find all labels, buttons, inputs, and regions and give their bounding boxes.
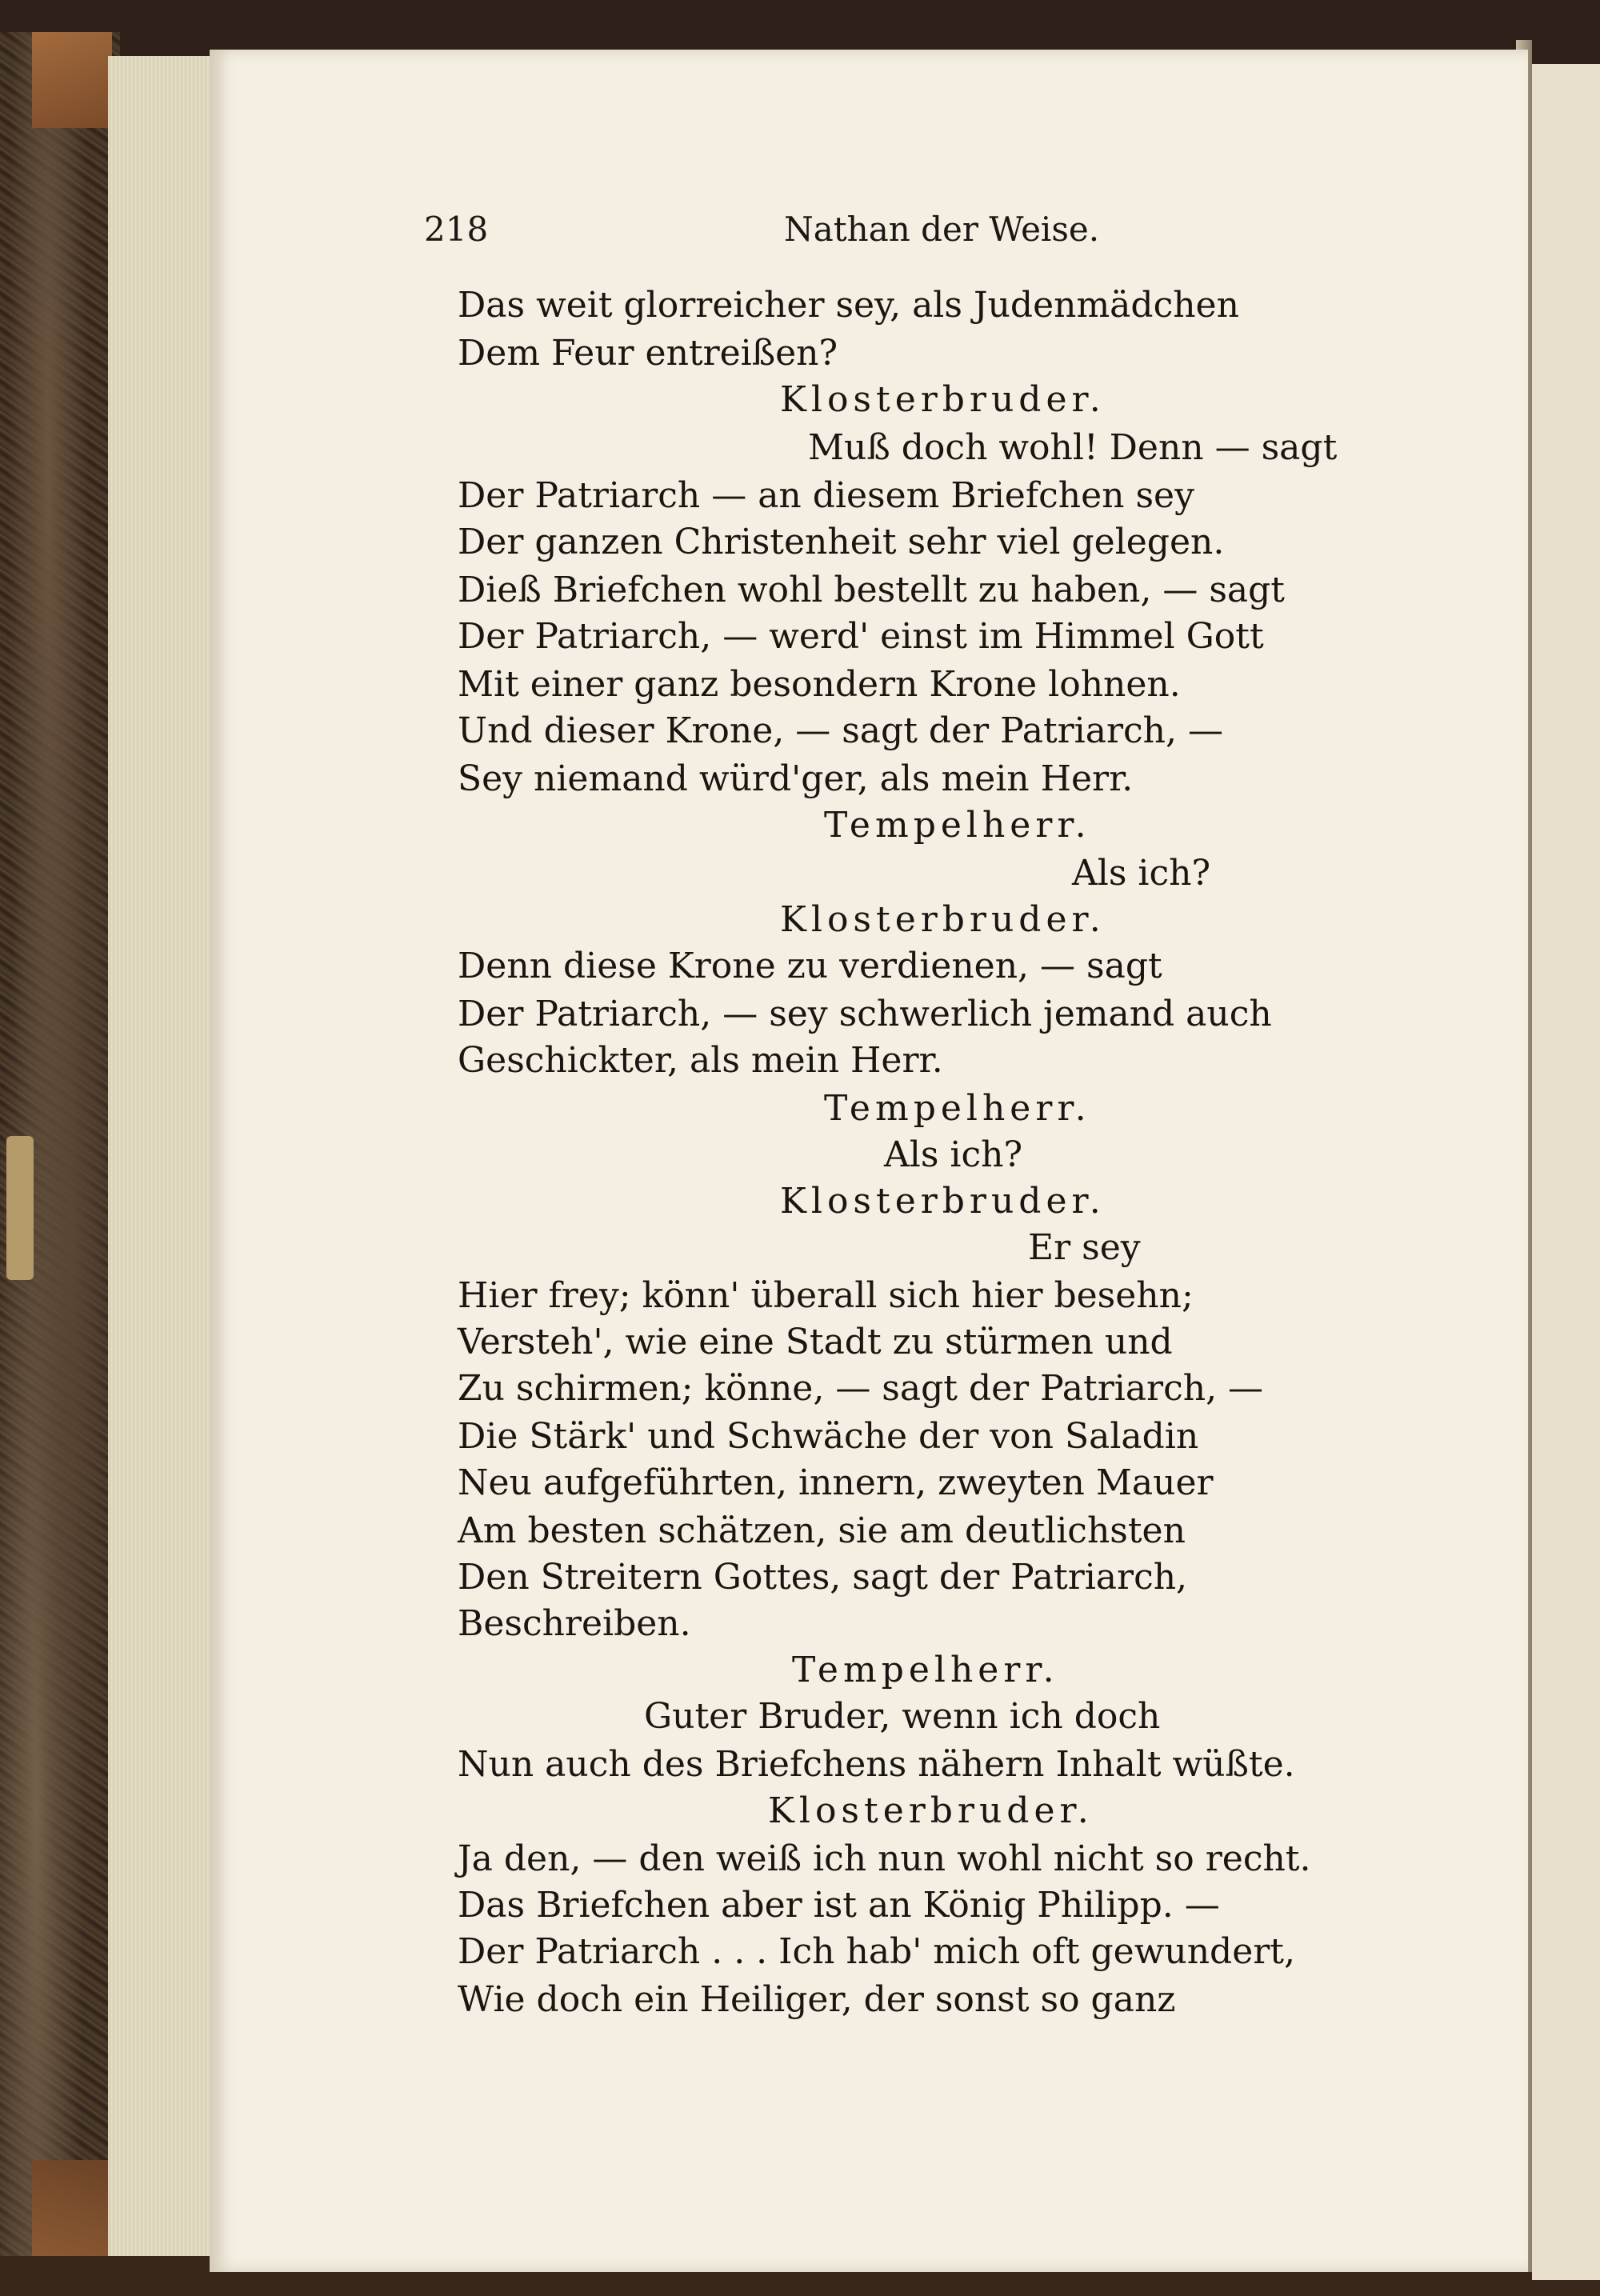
verse-line: Sey niemand würd'ger, als mein Herr.: [458, 758, 1134, 799]
verse-line: Geschickter, als mein Herr.: [458, 1040, 943, 1081]
verse-line: Der ganzen Christenheit sehr viel gelegen.: [458, 522, 1225, 562]
verse-line: Neu aufgeführten, innern, zweyten Mauer: [458, 1462, 1214, 1503]
running-title: Nathan der Weise.: [784, 210, 1100, 249]
leather-corner-bottom: [32, 2160, 120, 2256]
verse-line: Der Patriarch, — sey schwerlich jemand auch: [458, 994, 1272, 1034]
speaker-name: Tempelherr.: [824, 1088, 1091, 1129]
verse-line: Als ich?: [1072, 853, 1211, 894]
verse-line: Zu schirmen; könne, — sagt der Patriarch, —: [458, 1368, 1264, 1409]
verse-line: Als ich?: [884, 1134, 1023, 1175]
verse-line: Mit einer ganz besondern Krone lohnen.: [458, 664, 1181, 705]
speaker-name: Tempelherr.: [824, 805, 1091, 846]
verse-line: Denn diese Krone zu verdienen, — sagt: [458, 946, 1162, 986]
verse-line: Am besten schätzen, sie am deutlichsten: [458, 1510, 1186, 1551]
facing-page-edge: [1532, 64, 1600, 2280]
verse-line: Er sey: [1028, 1227, 1141, 1268]
speaker-name: Klosterbruder.: [780, 1181, 1106, 1222]
verse-line: Wie doch ein Heiliger, der sonst so ganz: [458, 1979, 1176, 2020]
verse-line: Die Stärk' und Schwäche der von Saladin: [458, 1416, 1199, 1457]
page-edges: [108, 56, 212, 2256]
verse-line: Den Streitern Gottes, sagt der Patriarch,: [458, 1557, 1188, 1598]
verse-line: Guter Bruder, wenn ich doch: [644, 1696, 1161, 1737]
verse-line: Das Briefchen aber ist an König Philipp. —: [458, 1885, 1220, 1926]
verse-line: Muß doch wohl! Denn — sagt: [808, 427, 1338, 468]
verse-line: Der Patriarch . . . Ich hab' mich oft gewundert,: [458, 1931, 1295, 1972]
verse-line: Und dieser Krone, — sagt der Patriarch, —: [458, 710, 1223, 751]
verse-line: Ja den, — den weiß ich nun wohl nicht so recht.: [458, 1838, 1311, 1879]
speaker-name: Klosterbruder.: [768, 1790, 1094, 1831]
verse-line: Dieß Briefchen wohl bestellt zu haben, — sagt: [458, 570, 1285, 610]
verse-line: Dem Feur entreißen?: [458, 333, 838, 374]
verse-line: Das weit glorreicher sey, als Judenmädchen: [458, 285, 1239, 326]
verse-line: Hier frey; könn' überall sich hier besehn;: [458, 1275, 1194, 1316]
verse-line: Der Patriarch — an diesem Briefchen sey: [458, 475, 1194, 516]
spine-clasp: [6, 1136, 34, 1280]
speaker-name: Klosterbruder.: [780, 899, 1106, 940]
speaker-name: Tempelherr.: [792, 1650, 1059, 1690]
page-number: 218: [424, 210, 489, 249]
speaker-name: Klosterbruder.: [780, 379, 1106, 420]
verse-line: Versteh', wie eine Stadt zu stürmen und: [458, 1322, 1173, 1362]
verse-line: Nun auch des Briefchens nähern Inhalt wüßte.: [458, 1744, 1295, 1785]
verse-line: Der Patriarch, — werd' einst im Himmel Gott: [458, 616, 1264, 657]
leather-corner-top: [32, 32, 112, 128]
verse-line: Beschreiben.: [458, 1603, 691, 1644]
